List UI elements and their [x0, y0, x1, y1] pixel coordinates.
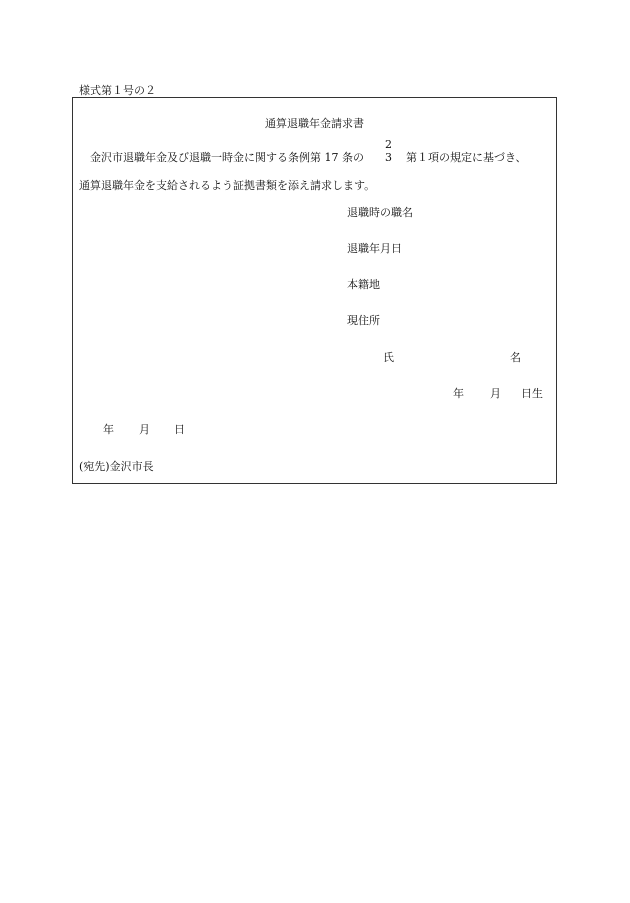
- form-frame: [72, 97, 557, 484]
- position-at-retirement-label: 退職時の職名: [347, 206, 413, 219]
- request-date-month: 月: [139, 423, 150, 436]
- birth-year-label: 年: [453, 387, 464, 400]
- addressee: (宛先)金沢市長: [79, 460, 154, 473]
- birth-month-label: 月: [490, 387, 501, 400]
- fraction-denominator: 3: [385, 151, 392, 164]
- body-text-line-2: 通算退職年金を支給されるよう証拠書類を添え請求します。: [79, 179, 376, 192]
- retirement-date-label: 退職年月日: [347, 242, 402, 255]
- request-date-day: 日: [174, 423, 185, 436]
- form-title: 通算退職年金請求書: [265, 117, 364, 130]
- birth-day-label: 日生: [521, 387, 543, 400]
- body-text-line-1: 金沢市退職年金及び退職一時金に関する条例第 17 条の: [90, 151, 364, 164]
- name-label-family: 氏: [383, 351, 394, 364]
- fraction-numerator: 2: [385, 138, 392, 151]
- article-fraction: [385, 138, 392, 164]
- address-label: 現住所: [347, 314, 380, 327]
- form-number: 様式第１号の２: [79, 84, 156, 97]
- body-text-line-1-continued: 第１項の規定に基づき、: [406, 151, 527, 164]
- name-label-given: 名: [510, 351, 521, 364]
- request-date-year: 年: [103, 423, 114, 436]
- domicile-label: 本籍地: [347, 278, 380, 291]
